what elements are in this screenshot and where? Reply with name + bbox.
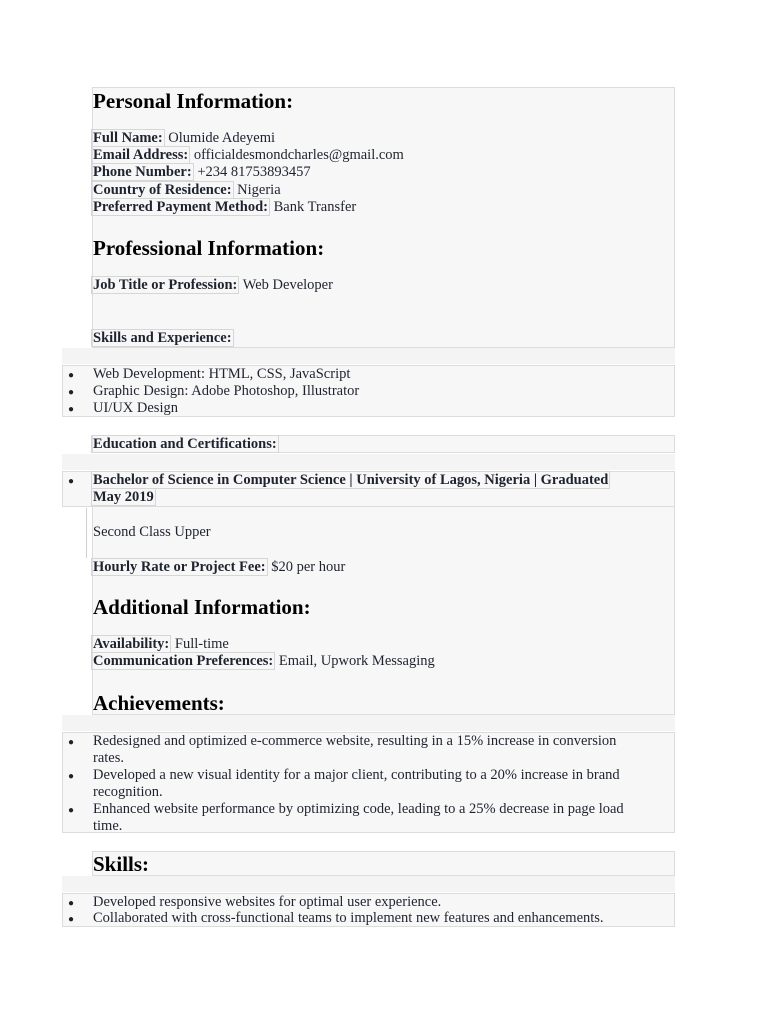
education-row	[93, 436, 279, 453]
rate-row	[93, 559, 345, 576]
additional-info-heading: Additional Information:	[93, 595, 311, 619]
achievement-item-line1: Developed a new visual identity for a major client, contributing to a 20% increase in brand	[93, 767, 620, 783]
phone-row	[93, 164, 311, 181]
job-row	[93, 277, 333, 294]
skills-experience-label: Skills and Experience:	[93, 330, 232, 346]
payment-row	[93, 199, 356, 216]
full-name-label: Full Name:	[93, 130, 163, 146]
country-row	[93, 182, 281, 199]
education-label: Education and Certifications:	[93, 436, 277, 452]
bullet-icon: ●	[68, 898, 75, 909]
spacer-strip	[62, 715, 675, 731]
country-label: Country of Residence:	[93, 182, 232, 198]
communication-row	[93, 653, 435, 670]
full-name-row	[93, 130, 275, 147]
skills-heading-box	[92, 851, 675, 876]
education-item-text: Bachelor of Science in Computer Science | University of Lagos, Nigeria | Graduated	[93, 472, 609, 488]
job-value: Web Developer	[242, 277, 333, 293]
skill-item: UI/UX Design	[93, 400, 178, 416]
achievement-item-line2: rates.	[93, 750, 124, 766]
achievement-item-line1: Redesigned and optimized e-commerce website, resulting in a 15% increase in conversion	[93, 733, 617, 749]
payment-value: Bank Transfer	[273, 199, 357, 215]
education-item-line1	[93, 472, 610, 489]
education-item-line2	[93, 489, 156, 506]
skills-item: Collaborated with cross-functional teams to implement new features and enhancements.	[93, 910, 604, 926]
education-note: Second Class Upper	[93, 524, 211, 540]
communication-value: Email, Upwork Messaging	[278, 653, 435, 669]
bullet-icon: ●	[68, 805, 75, 816]
availability-value: Full-time	[174, 636, 229, 652]
country-value: Nigeria	[237, 182, 281, 198]
rate-value: $20 per hour	[271, 559, 346, 575]
full-name-value: Olumide Adeyemi	[168, 130, 276, 146]
skills-heading: Skills:	[93, 852, 150, 876]
personal-info-heading: Personal Information:	[93, 89, 294, 113]
skills-item: Developed responsive websites for optimal user experience.	[93, 894, 442, 910]
availability-label: Availability:	[93, 636, 170, 652]
indent-bar	[86, 508, 87, 558]
achievements-heading: Achievements:	[93, 691, 225, 715]
skill-item: Graphic Design: Adobe Photoshop, Illustrator	[93, 383, 360, 399]
spacer-strip	[62, 876, 675, 892]
email-row	[93, 147, 404, 164]
skills-experience-row	[93, 330, 234, 347]
job-label: Job Title or Profession:	[93, 277, 238, 293]
communication-label: Communication Preferences:	[93, 653, 274, 669]
availability-row	[93, 636, 229, 653]
bullet-icon: ●	[68, 370, 75, 381]
rate-label: Hourly Rate or Project Fee:	[93, 559, 266, 575]
professional-info-heading: Professional Information:	[93, 236, 325, 260]
spacer-strip	[62, 348, 675, 364]
bullet-icon: ●	[68, 387, 75, 398]
bullet-icon: ●	[68, 771, 75, 782]
personal-professional-box	[92, 87, 675, 348]
email-value: officialdesmondcharles@gmail.com	[193, 147, 404, 163]
skill-item: Web Development: HTML, CSS, JavaScript	[93, 366, 351, 382]
achievement-item-line2: time.	[93, 818, 123, 834]
phone-label: Phone Number:	[93, 164, 192, 180]
achievement-item-line1: Enhanced website performance by optimizing code, leading to a 25% decrease in page load	[93, 801, 624, 817]
education-item-date: May 2019	[93, 489, 154, 505]
bullet-icon: ●	[68, 404, 75, 415]
spacer-strip	[62, 454, 675, 470]
bullet-icon: ●	[68, 476, 75, 487]
phone-value: +234 81753893457	[197, 164, 311, 180]
bullet-icon: ●	[68, 914, 75, 925]
bullet-icon: ●	[68, 737, 75, 748]
achievement-item-line2: recognition.	[93, 784, 163, 800]
payment-label: Preferred Payment Method:	[93, 199, 269, 215]
email-label: Email Address:	[93, 147, 189, 163]
